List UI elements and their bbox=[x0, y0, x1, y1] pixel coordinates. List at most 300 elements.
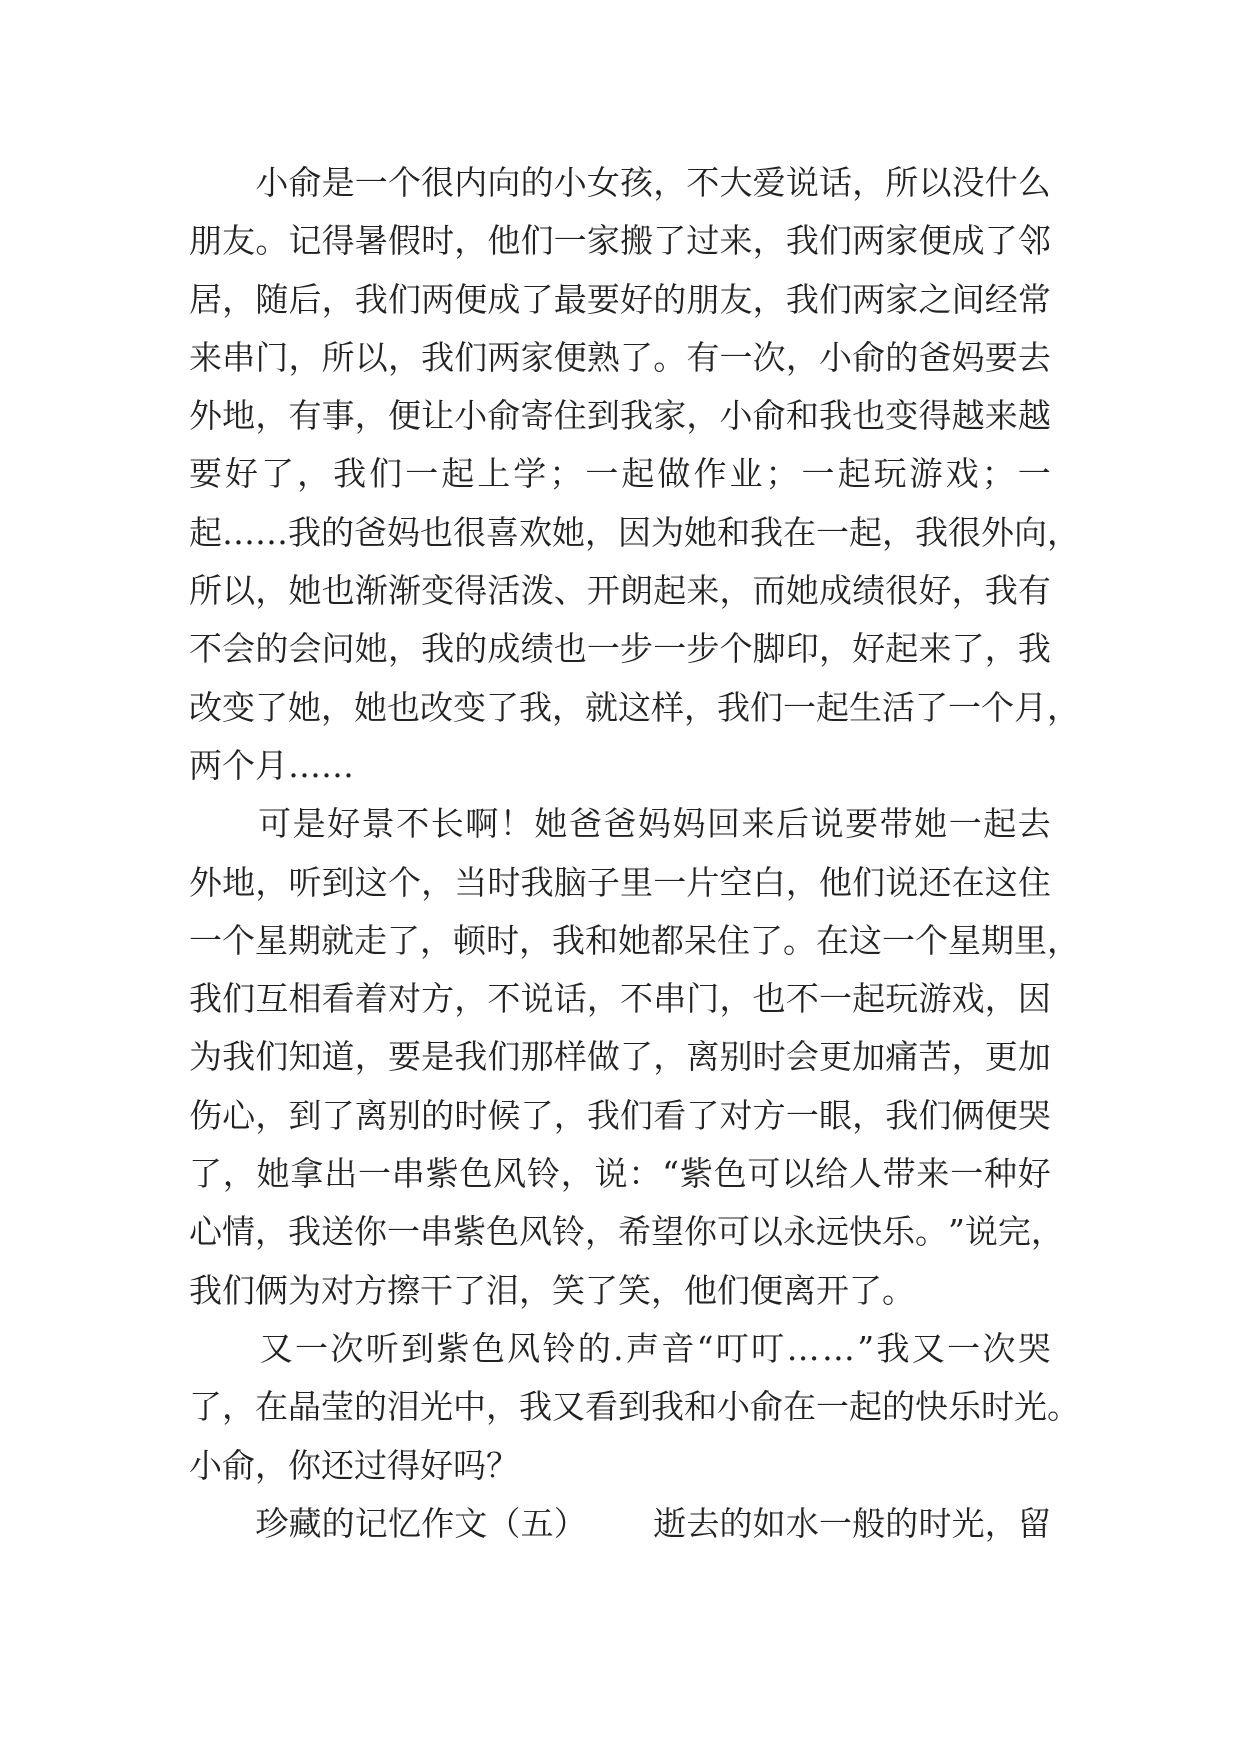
text-char: 在 bbox=[783, 1387, 816, 1427]
text-char: 说 bbox=[520, 979, 554, 1019]
text-line bbox=[189, 679, 1080, 737]
text-char: 到 bbox=[288, 1095, 322, 1135]
text-char: 妈 bbox=[387, 512, 420, 552]
text-char: 有 bbox=[686, 337, 720, 377]
text-char: 泪 bbox=[387, 1387, 420, 1427]
text-char bbox=[224, 1320, 257, 1378]
text-char: 个 bbox=[915, 920, 948, 960]
text-char: 我 bbox=[354, 279, 388, 319]
text-char: 远 bbox=[816, 1212, 849, 1252]
text-char: … bbox=[222, 512, 255, 552]
text-line bbox=[189, 1320, 1051, 1378]
text-char: 喜 bbox=[486, 512, 519, 552]
text-char: 了 bbox=[486, 687, 519, 727]
text-char: 成 bbox=[487, 279, 521, 319]
text-char: 妈 bbox=[951, 337, 985, 377]
text-char: 个 bbox=[387, 163, 421, 202]
text-char: ， bbox=[387, 629, 421, 669]
text-char: ， bbox=[222, 279, 256, 319]
text-char: 居 bbox=[189, 279, 222, 319]
text-char: 泼 bbox=[520, 571, 554, 611]
text-char: … bbox=[786, 1328, 820, 1368]
text-char: 带 bbox=[879, 804, 913, 844]
text-char: 。 bbox=[255, 221, 289, 261]
text-char: 住 bbox=[717, 920, 750, 960]
text-char: 小 bbox=[719, 396, 753, 436]
text-line bbox=[189, 1087, 1051, 1145]
text-char: 来 bbox=[918, 629, 952, 669]
text-char: 音 bbox=[661, 1328, 695, 1368]
text-line bbox=[189, 562, 1051, 620]
text-char: 串 bbox=[653, 979, 687, 1019]
text-char: 你 bbox=[684, 1212, 717, 1252]
text-char: 两 bbox=[487, 337, 521, 377]
text-char: 别 bbox=[387, 1095, 421, 1135]
text-char: 向 bbox=[1014, 512, 1047, 552]
text-char: 一 bbox=[357, 1154, 391, 1194]
text-line bbox=[189, 1495, 1051, 1553]
text-char: 让 bbox=[421, 396, 455, 436]
text-char: 铃 bbox=[526, 1154, 560, 1194]
text-char: 一 bbox=[387, 1212, 420, 1252]
text-char: 是 bbox=[421, 1037, 455, 1077]
text-char: 门 bbox=[686, 979, 720, 1019]
text-char: ， bbox=[553, 1095, 587, 1135]
text-char: 带 bbox=[882, 1154, 916, 1194]
text-char: 一 bbox=[295, 1328, 329, 1368]
text-char: 出 bbox=[324, 1154, 358, 1194]
text-char: ， bbox=[560, 1154, 594, 1194]
text-char: 的 bbox=[520, 163, 554, 202]
text-char: 看 bbox=[585, 1387, 618, 1427]
text-char: （ bbox=[487, 1503, 521, 1543]
text-char: 哭 bbox=[1017, 1328, 1051, 1368]
text-char bbox=[222, 1495, 255, 1553]
text-char: 起 bbox=[852, 979, 886, 1019]
text-char: 哭 bbox=[1017, 1095, 1051, 1135]
text-char: 还 bbox=[918, 862, 952, 902]
text-char: 也 bbox=[420, 512, 453, 552]
text-char: ， bbox=[653, 163, 687, 202]
text-char: 藏 bbox=[288, 1503, 322, 1543]
text-char: 和 bbox=[684, 1387, 717, 1427]
text-char: 莹 bbox=[321, 1387, 354, 1427]
text-char: 次 bbox=[752, 337, 786, 377]
text-char: 情 bbox=[222, 1212, 255, 1252]
text-char: 色 bbox=[486, 1212, 519, 1252]
text-char: ， bbox=[255, 396, 289, 436]
text-char: 一 bbox=[816, 512, 849, 552]
text-char: 一 bbox=[950, 1154, 984, 1194]
text-char: 都 bbox=[651, 920, 684, 960]
text-char bbox=[189, 154, 222, 212]
text-char: 时 bbox=[487, 862, 521, 902]
text-char: 得 bbox=[918, 396, 952, 436]
text-char: 小 bbox=[255, 163, 289, 202]
text-char: 爸 bbox=[918, 337, 952, 377]
text-char: 道 bbox=[321, 1037, 355, 1077]
text-char: 可 bbox=[747, 1154, 781, 1194]
text-char: 起 bbox=[849, 512, 882, 552]
text-char: 去 bbox=[1017, 337, 1051, 377]
text-char: “ bbox=[696, 1328, 714, 1368]
text-char: ， bbox=[354, 1037, 388, 1077]
text-char: 我 bbox=[885, 1095, 919, 1135]
text-char: 月 bbox=[1014, 687, 1047, 727]
text-char: 光 bbox=[951, 1503, 985, 1543]
text-char: 里 bbox=[620, 862, 654, 902]
text-char: 变 bbox=[453, 687, 486, 727]
text-char: 记 bbox=[288, 221, 322, 261]
text-char: 五 bbox=[520, 1503, 554, 1543]
text-char: 外 bbox=[981, 512, 1014, 552]
text-char: 色 bbox=[713, 1154, 747, 1194]
text-char: 们 bbox=[520, 221, 554, 261]
text-char: 也 bbox=[852, 396, 886, 436]
text-char: 起 bbox=[983, 804, 1017, 844]
text-char: 们 bbox=[487, 1037, 521, 1077]
text-char: 朋 bbox=[686, 279, 720, 319]
text-char: 家 bbox=[885, 279, 919, 319]
text-char: 晶 bbox=[288, 1387, 321, 1427]
text-char: 白 bbox=[752, 862, 786, 902]
text-char: ， bbox=[321, 687, 354, 727]
text-char: 开 bbox=[586, 571, 620, 611]
text-char: ， bbox=[951, 1037, 985, 1077]
text-line bbox=[189, 912, 1080, 970]
text-char: ， bbox=[255, 1212, 288, 1252]
text-char: 们 bbox=[918, 1095, 952, 1135]
text-line-content: 两个月…… bbox=[189, 745, 354, 785]
text-char: 加 bbox=[1017, 1037, 1051, 1077]
text-char: 爸 bbox=[603, 804, 637, 844]
text-char: 着 bbox=[354, 979, 388, 1019]
text-char: 了 bbox=[951, 629, 985, 669]
text-char: 便 bbox=[553, 337, 587, 377]
text-char: 我 bbox=[717, 687, 750, 727]
text-char: ， bbox=[552, 687, 585, 727]
text-char: 不 bbox=[686, 163, 720, 202]
text-char: 俞 bbox=[288, 163, 322, 202]
text-char: 有 bbox=[1017, 571, 1051, 611]
text-char: 说 bbox=[594, 1154, 628, 1194]
text-char: 随 bbox=[255, 279, 289, 319]
text-char: 妈 bbox=[672, 804, 706, 844]
text-line bbox=[189, 1145, 1051, 1203]
text-char: 看 bbox=[321, 979, 355, 1019]
text-char: 内 bbox=[454, 163, 488, 202]
text-char: 更 bbox=[818, 1037, 852, 1077]
text-char: 串 bbox=[420, 1212, 453, 1252]
text-char: ， bbox=[519, 920, 552, 960]
text-char: ， bbox=[586, 979, 620, 1019]
text-char: 紫 bbox=[425, 1154, 459, 1194]
text-char: 话 bbox=[818, 163, 852, 202]
text-char: 我 bbox=[984, 571, 1018, 611]
text-char: 欢 bbox=[519, 512, 552, 552]
text-char: 所 bbox=[321, 337, 355, 377]
text-char: 后 bbox=[288, 279, 322, 319]
text-char: 起 bbox=[653, 571, 687, 611]
text-char: 星 bbox=[948, 920, 981, 960]
text-char: 脚 bbox=[752, 629, 786, 669]
text-char: 在 bbox=[255, 1387, 288, 1427]
text-char: 长 bbox=[430, 804, 464, 844]
text-char: ， bbox=[818, 629, 852, 669]
text-char: 了 bbox=[915, 687, 948, 727]
text-char: 这 bbox=[984, 862, 1018, 902]
text-char: 什 bbox=[984, 163, 1018, 202]
text-char: ， bbox=[984, 979, 1018, 1019]
text-char: 得 bbox=[454, 571, 488, 611]
text-char: 所 bbox=[189, 571, 222, 611]
text-char: 以 bbox=[750, 1212, 783, 1252]
text-char: 活 bbox=[882, 687, 915, 727]
text-char: 一 bbox=[653, 629, 687, 669]
text-char: ， bbox=[984, 1503, 1018, 1543]
text-char: 起 bbox=[885, 629, 919, 669]
text-char: 游 bbox=[918, 979, 952, 1019]
text-char: 生 bbox=[849, 687, 882, 727]
text-char: 风 bbox=[493, 1154, 527, 1194]
text-char: 起 bbox=[621, 454, 655, 494]
text-char: 上 bbox=[477, 454, 511, 494]
text-char: 一 bbox=[948, 687, 981, 727]
text-char: 家 bbox=[586, 221, 620, 261]
text-char: 相 bbox=[288, 979, 322, 1019]
text-char: 们 bbox=[818, 221, 852, 261]
text-char: 当 bbox=[454, 862, 488, 902]
text-char bbox=[224, 795, 257, 853]
text-char: 成 bbox=[487, 629, 521, 669]
text-char: . bbox=[613, 1328, 624, 1368]
text-char: 们 bbox=[387, 279, 421, 319]
text-char: 成 bbox=[951, 221, 985, 261]
text-char: 邻 bbox=[1017, 221, 1051, 261]
text-char: 我 bbox=[785, 279, 819, 319]
text-char: 我 bbox=[586, 1095, 620, 1135]
text-char: 印 bbox=[785, 629, 819, 669]
text-char: 紫 bbox=[436, 1328, 470, 1368]
essay-body bbox=[189, 154, 1080, 1553]
text-char: 话 bbox=[553, 979, 587, 1019]
text-char: 一 bbox=[653, 862, 687, 902]
text-char: 要 bbox=[845, 804, 879, 844]
text-char: ， bbox=[255, 862, 289, 902]
text-char: 景 bbox=[361, 804, 395, 844]
text-char: 我 bbox=[454, 1037, 488, 1077]
text-line bbox=[189, 1203, 1064, 1261]
text-char: 这 bbox=[849, 920, 882, 960]
text-char: 次 bbox=[982, 1328, 1016, 1368]
text-char: 候 bbox=[487, 1095, 521, 1135]
text-char: ， bbox=[785, 862, 819, 902]
text-char: 次 bbox=[330, 1328, 364, 1368]
text-char: 一 bbox=[816, 1387, 849, 1427]
text-char: 留 bbox=[1017, 1503, 1051, 1543]
text-char: 向 bbox=[487, 163, 521, 202]
text-line bbox=[189, 154, 1051, 212]
text-char: ， bbox=[1047, 687, 1080, 727]
text-char: 我 bbox=[288, 512, 321, 552]
text-char: 爱 bbox=[752, 163, 786, 202]
text-char: 她 bbox=[684, 512, 717, 552]
text-char: 我 bbox=[288, 1212, 321, 1252]
text-char: 叮 bbox=[715, 1328, 749, 1368]
text-char: 了 bbox=[261, 454, 295, 494]
text-char: 女 bbox=[586, 163, 620, 202]
text-char: 加 bbox=[852, 1037, 886, 1077]
text-char bbox=[222, 154, 255, 212]
text-char: 以 bbox=[781, 1154, 815, 1194]
text-char: 方 bbox=[421, 979, 455, 1019]
text-char: 会 bbox=[288, 629, 322, 669]
text-char: ， bbox=[321, 279, 355, 319]
text-char: 要 bbox=[586, 279, 620, 319]
text-char: 作 bbox=[693, 454, 727, 494]
text-char: 更 bbox=[984, 1037, 1018, 1077]
text-char: 可 bbox=[258, 804, 292, 844]
text-line bbox=[189, 795, 1051, 853]
text-char: 铃 bbox=[542, 1328, 576, 1368]
text-char: 没 bbox=[951, 163, 985, 202]
text-char: 的 bbox=[354, 1387, 387, 1427]
text-char: 一 bbox=[1017, 454, 1051, 494]
text-char: ， bbox=[852, 163, 886, 202]
text-char: 拿 bbox=[290, 1154, 324, 1194]
text-char: 的 bbox=[255, 629, 289, 669]
text-char: 的 bbox=[719, 1503, 753, 1543]
text-char: 的 bbox=[882, 1387, 915, 1427]
text-char: ， bbox=[421, 862, 455, 902]
text-char: 很 bbox=[948, 512, 981, 552]
text-char: 又 bbox=[911, 1328, 945, 1368]
text-char: 我 bbox=[785, 221, 819, 261]
text-char: 光 bbox=[420, 1387, 453, 1427]
text-char: 来 bbox=[189, 337, 222, 377]
text-char: 看 bbox=[653, 1095, 687, 1135]
text-char: 来 bbox=[719, 221, 753, 261]
text-char: ， bbox=[752, 279, 786, 319]
text-char: 我 bbox=[421, 337, 455, 377]
text-char: 到 bbox=[618, 1387, 651, 1427]
text-char: 是 bbox=[321, 163, 355, 202]
text-char: 一 bbox=[354, 163, 388, 202]
text-char: ， bbox=[222, 1154, 256, 1194]
text-line bbox=[189, 504, 1080, 562]
text-char: 业 bbox=[729, 454, 763, 494]
text-char: 过 bbox=[686, 221, 720, 261]
text-char: 友 bbox=[222, 221, 256, 261]
text-line bbox=[189, 1378, 1080, 1436]
text-char: 戏 bbox=[945, 454, 979, 494]
text-char: 们 bbox=[369, 454, 403, 494]
text-char: 也 bbox=[752, 979, 786, 1019]
text-char: 一 bbox=[553, 221, 587, 261]
text-char: 渐 bbox=[354, 571, 388, 611]
text-char: ， bbox=[719, 979, 753, 1019]
text-char: 地 bbox=[222, 862, 256, 902]
text-line-content: 我们俩为对方擦干了泪，笑了笑，他们便离开了。 bbox=[189, 1270, 915, 1310]
text-char: ， bbox=[486, 1387, 519, 1427]
text-char: 时 bbox=[454, 1095, 488, 1135]
text-char: ， bbox=[653, 1037, 687, 1077]
text-char: 她 bbox=[552, 512, 585, 552]
text-char: 作 bbox=[421, 1503, 455, 1543]
text-char bbox=[620, 1495, 653, 1553]
text-line bbox=[189, 854, 1051, 912]
text-char: 我 bbox=[520, 862, 554, 902]
text-char: 啊 bbox=[465, 804, 499, 844]
text-char: 。 bbox=[783, 920, 816, 960]
text-char: 经 bbox=[984, 279, 1018, 319]
text-char: 俞 bbox=[487, 396, 521, 436]
text-char: 知 bbox=[288, 1037, 322, 1077]
text-char: ； bbox=[549, 454, 583, 494]
text-char: 我 bbox=[421, 629, 455, 669]
text-char: 小 bbox=[454, 396, 488, 436]
text-char: 外 bbox=[189, 396, 222, 436]
text-char: 一 bbox=[818, 979, 852, 1019]
text-char: 朗 bbox=[620, 571, 654, 611]
text-char: 一 bbox=[405, 454, 439, 494]
text-char: ， bbox=[354, 396, 388, 436]
text-char: 好 bbox=[620, 279, 654, 319]
text-char: ， bbox=[297, 454, 331, 494]
text-char: 永 bbox=[783, 1212, 816, 1252]
text-char: 就 bbox=[321, 920, 354, 960]
text-char: 在 bbox=[816, 920, 849, 960]
text-char: 起 bbox=[441, 454, 475, 494]
text-char: 不 bbox=[785, 979, 819, 1019]
text-char: 的 bbox=[321, 1503, 355, 1543]
text-char: 样 bbox=[651, 687, 684, 727]
text-char: 她 bbox=[618, 920, 651, 960]
text-line bbox=[189, 329, 1051, 387]
text-char: 眼 bbox=[818, 1095, 852, 1135]
text-char: 记 bbox=[354, 1503, 388, 1543]
text-char: 我 bbox=[651, 1387, 684, 1427]
text-char: 听 bbox=[288, 862, 322, 902]
text-char: 朋 bbox=[189, 221, 222, 261]
text-char: ， bbox=[387, 337, 421, 377]
text-char: ； bbox=[981, 454, 1015, 494]
text-char: 俞 bbox=[750, 1387, 783, 1427]
text-char: 来 bbox=[984, 396, 1018, 436]
text-char: 戏 bbox=[951, 979, 985, 1019]
text-char: 又 bbox=[259, 1328, 293, 1368]
text-char: 我 bbox=[1017, 629, 1051, 669]
text-char: ， bbox=[255, 571, 289, 611]
text-char: 之 bbox=[918, 279, 952, 319]
text-char: 的 bbox=[653, 279, 687, 319]
text-char: 事 bbox=[321, 396, 355, 436]
text-char: 。 bbox=[1047, 1387, 1080, 1427]
text-char: 到 bbox=[586, 396, 620, 436]
text-char: 小 bbox=[717, 1387, 750, 1427]
text-line bbox=[189, 387, 1051, 445]
text-char: 快 bbox=[915, 1387, 948, 1427]
text-char: 珍 bbox=[255, 1503, 289, 1543]
text-char: 俞 bbox=[752, 396, 786, 436]
text-char: 做 bbox=[586, 1037, 620, 1077]
text-char: 完 bbox=[997, 1212, 1031, 1252]
text-char: 了 bbox=[189, 1154, 222, 1194]
text-char: 我 bbox=[519, 1387, 552, 1427]
text-char: 那 bbox=[520, 1037, 554, 1077]
text-char: 她 bbox=[256, 1154, 290, 1194]
text-char: ， bbox=[752, 221, 786, 261]
